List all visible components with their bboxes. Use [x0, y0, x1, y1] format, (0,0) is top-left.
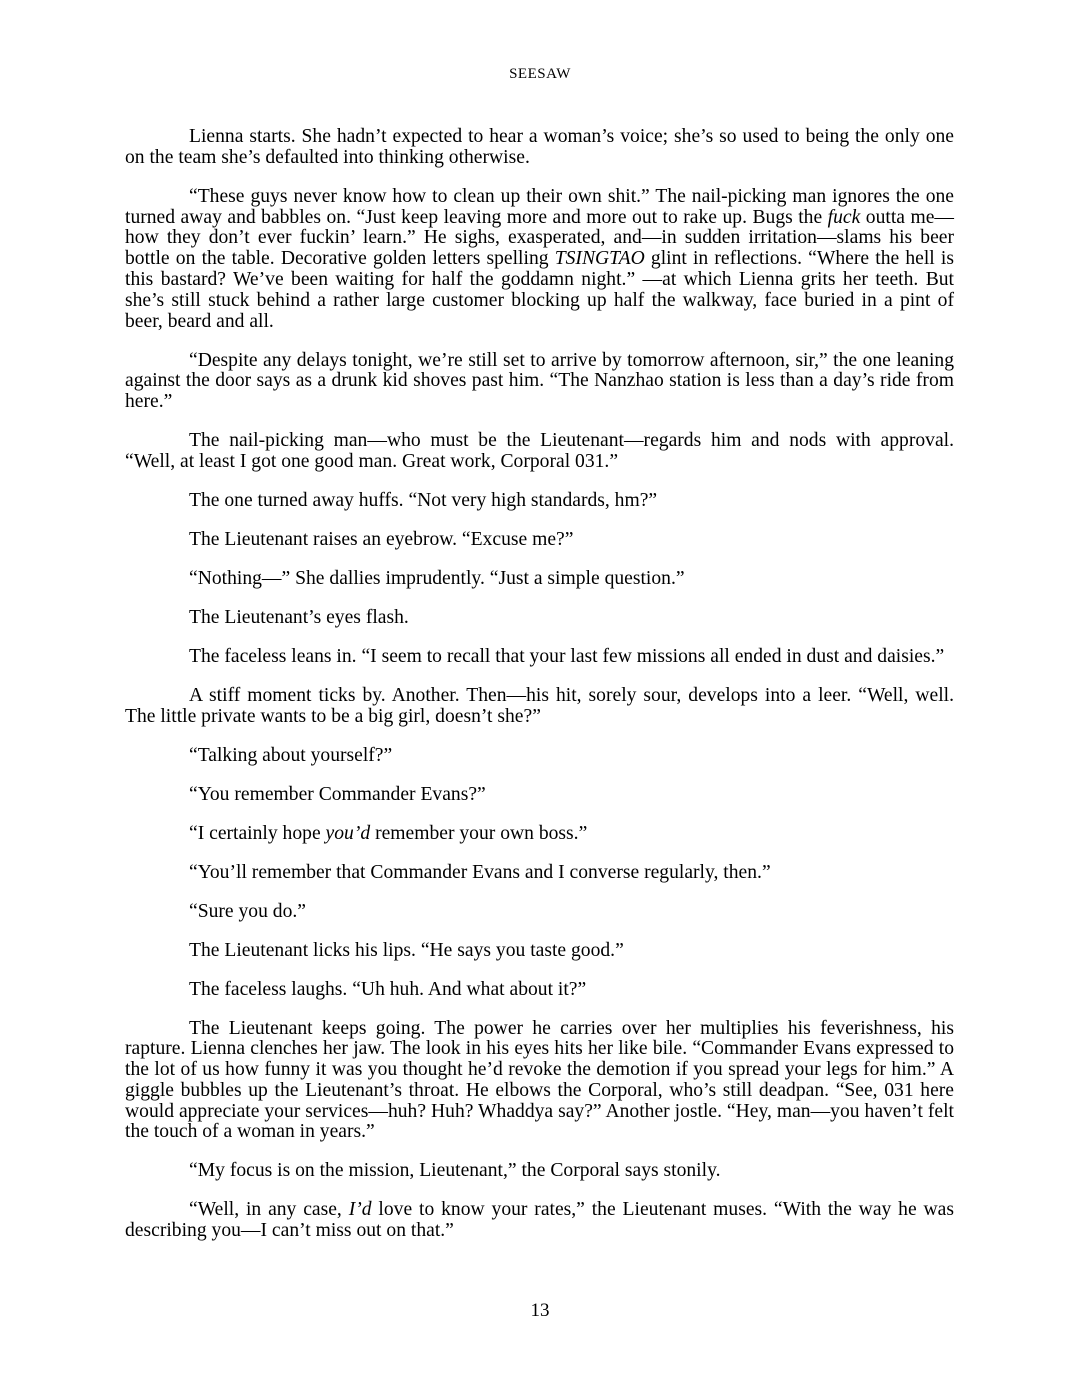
paragraph — [125, 746, 954, 767]
text-run: The faceless leans in. “I seem to recall that your last few missions all ended in dust and daisies.” — [189, 645, 945, 667]
text-run: The Lieutenant licks his lips. “He says you taste good.” — [189, 939, 624, 961]
italic-text: TSINGTAO — [554, 248, 645, 270]
text-run: The Lieutenant raises an eyebrow. “Excuse me?” — [189, 528, 574, 550]
italic-text: you’d — [325, 822, 371, 844]
running-header: SEESAW — [509, 66, 571, 82]
text-run: “My focus is on the mission, Lieutenant,” the Corporal says stonily. — [189, 1160, 721, 1182]
paragraph — [125, 647, 954, 668]
text-run: A stiff moment ticks by. Another. Then—his hit, sorely sour, develops into a leer. “Well, well. The little private wants to be a big girl, doesn’t she?” — [125, 684, 954, 727]
paragraph — [125, 569, 954, 590]
paragraph — [125, 902, 954, 923]
body-text — [125, 127, 954, 1260]
text-run: remember your own boss.” — [370, 822, 588, 844]
paragraph — [125, 1200, 954, 1242]
paragraph — [125, 127, 954, 169]
text-run: “Nothing—” She dallies imprudently. “Just a simple question.” — [189, 567, 685, 589]
paragraph — [125, 785, 954, 806]
paragraph — [125, 980, 954, 1001]
italic-text: fuck — [827, 206, 861, 228]
text-run: Lienna starts. She hadn’t expected to hear a woman’s voice; she’s so used to being the only one on the team she’s defaulted into thinking otherwise. — [125, 126, 954, 168]
text-run: The nail-picking man—who must be the Lieutenant—regards him and nods with approval. “Well, at least I got one good man. Great work, Corporal 031.” — [125, 430, 954, 472]
paragraph — [125, 491, 954, 512]
paragraph — [125, 530, 954, 551]
text-run: The Lieutenant keeps going. The power he carries over her multiplies his feverishness, his rapture. Lienna clenches her jaw. The look in his eyes hits her like bile. “Commander Evans expressed to the lot of us how funny it was you thought he’d revoke the demotion if you spread your legs for him.” A giggle bubbles up the Lieutenant’s throat. He elbows the Corporal, who’s still deadpan. “See, 031 here would appreciate your services—huh? Huh? Whaddya say?” Another jostle. “Hey, man—you haven’t felt the touch of a woman in years.” — [125, 1017, 954, 1143]
text-run: “Sure you do.” — [189, 900, 306, 922]
text-run: love to know your rates,” the Lieutenant muses. “With the way he was describing you—I can’t miss out on that.” — [125, 1199, 955, 1242]
text-run: The Lieutenant’s eyes flash. — [189, 606, 409, 628]
paragraph — [125, 431, 954, 473]
paragraph — [125, 863, 954, 884]
paragraph — [125, 941, 954, 962]
text-run: “Talking about yourself?” — [189, 744, 393, 766]
text-run: The faceless laughs. “Uh huh. And what about it?” — [189, 978, 587, 1000]
text-run: “Despite any delays tonight, we’re still set to arrive by tomorrow afternoon, sir,” the one leaning against the door says as a drunk kid shoves past him. “The Nanzhao station is less than a day’s ride from here.” — [125, 349, 954, 413]
paragraph — [125, 1019, 954, 1144]
text-run: “These guys never know how to clean up their own shit.” The nail-picking man ignores the one turned away and babbles on. “Just keep leaving more and more out to rake up. Bugs the — [125, 185, 954, 228]
paragraph — [125, 686, 954, 728]
paragraph — [125, 608, 954, 629]
text-run: outta me—how they don’t ever fuckin’ learn.” He sighs, exasperated, and—in sudden irritation—slams his beer bottle on the table. Decorative golden letters spelling — [125, 206, 954, 270]
paragraph — [125, 187, 954, 333]
italic-text: I’d — [348, 1199, 372, 1221]
paragraph — [125, 351, 954, 413]
paragraph — [125, 824, 954, 845]
text-run: “You remember Commander Evans?” — [189, 783, 486, 805]
text-run: “You’ll remember that Commander Evans and I converse regularly, then.” — [189, 861, 771, 883]
page-number: 13 — [530, 1300, 550, 1321]
text-run: The one turned away huffs. “Not very high standards, hm?” — [189, 489, 658, 511]
text-run: “I certainly hope — [189, 822, 326, 844]
text-run: glint in reflections. “Where the hell is this bastard? We’ve been waiting for half the goddamn night.” —at which Lienna grits her teeth. But she’s still stuck behind a rather large customer blocking up half the walkway, face buried in a pint of beer, beard and all. — [125, 248, 954, 332]
text-run: “Well, in any case, — [189, 1199, 349, 1221]
paragraph — [125, 1161, 954, 1182]
